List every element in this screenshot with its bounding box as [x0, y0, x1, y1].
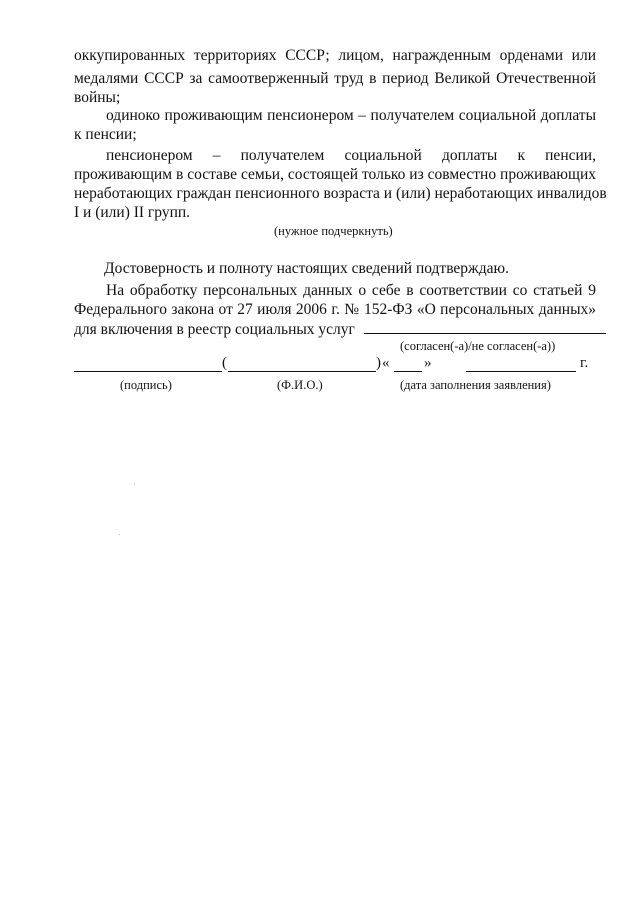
paragraph-line: проживающим в составе семьи, состоящей только из совместно проживающих: [74, 166, 596, 183]
word: социальной: [344, 147, 422, 164]
quote-open: «: [382, 355, 390, 371]
confirmation-statement: Достоверность и полноту настоящих сведений подтверждаю.: [104, 260, 509, 277]
close-paren: ): [376, 355, 381, 371]
underline-hint: (нужное подчеркнуть): [274, 224, 393, 238]
full-name-field[interactable]: [228, 357, 376, 372]
open-paren: (: [222, 355, 227, 371]
consent-choice-field[interactable]: [364, 319, 606, 334]
word: пенсии,: [545, 147, 596, 164]
word: доплаты: [441, 147, 498, 164]
paragraph-line: одиноко проживающим пенсионером – получателем социальной доплаты: [106, 107, 596, 124]
year-suffix: г.: [580, 355, 589, 371]
date-label: (дата заполнения заявления): [400, 378, 551, 392]
paragraph-line-spaced: [106, 146, 596, 165]
consent-line-text: для включения в реестр социальных услуг: [74, 321, 355, 338]
scan-speck: [134, 484, 135, 485]
paragraph-line: I и (или) II групп.: [74, 204, 191, 221]
name-label: (Ф.И.О.): [277, 378, 323, 392]
month-field[interactable]: [466, 357, 576, 372]
paragraph-line: к пенсии;: [74, 126, 137, 143]
day-field[interactable]: [394, 357, 422, 372]
paragraph-line: неработающих граждан пенсионного возраста и (или) неработающих инвалидов: [74, 185, 607, 202]
word: к: [517, 147, 525, 164]
signature-row: [74, 355, 596, 375]
consent-line: [74, 319, 596, 339]
paragraph-line: войны;: [74, 89, 121, 106]
quote-close: »: [424, 355, 432, 371]
paragraph-line: оккупированных территориях СССР; лицом, награжденным орденами или: [74, 47, 596, 64]
word: пенсионером: [106, 147, 193, 164]
signature-label: (подпись): [120, 378, 172, 392]
word: получателем: [240, 147, 325, 164]
consent-line: Федерального закона от 27 июля 2006 г. № 152-ФЗ «О персональных данных»: [74, 301, 596, 318]
consent-hint: (согласен(-а)/не согласен(-а)): [400, 339, 556, 353]
word: –: [212, 147, 221, 164]
signature-field[interactable]: [74, 357, 222, 372]
scan-speck: [119, 534, 120, 535]
consent-line: На обработку персональных данных о себе в соответствии со статьей 9: [106, 282, 596, 299]
paragraph-line: медалями СССР за самоотверженный труд в период Великой Отечественной: [74, 70, 596, 87]
